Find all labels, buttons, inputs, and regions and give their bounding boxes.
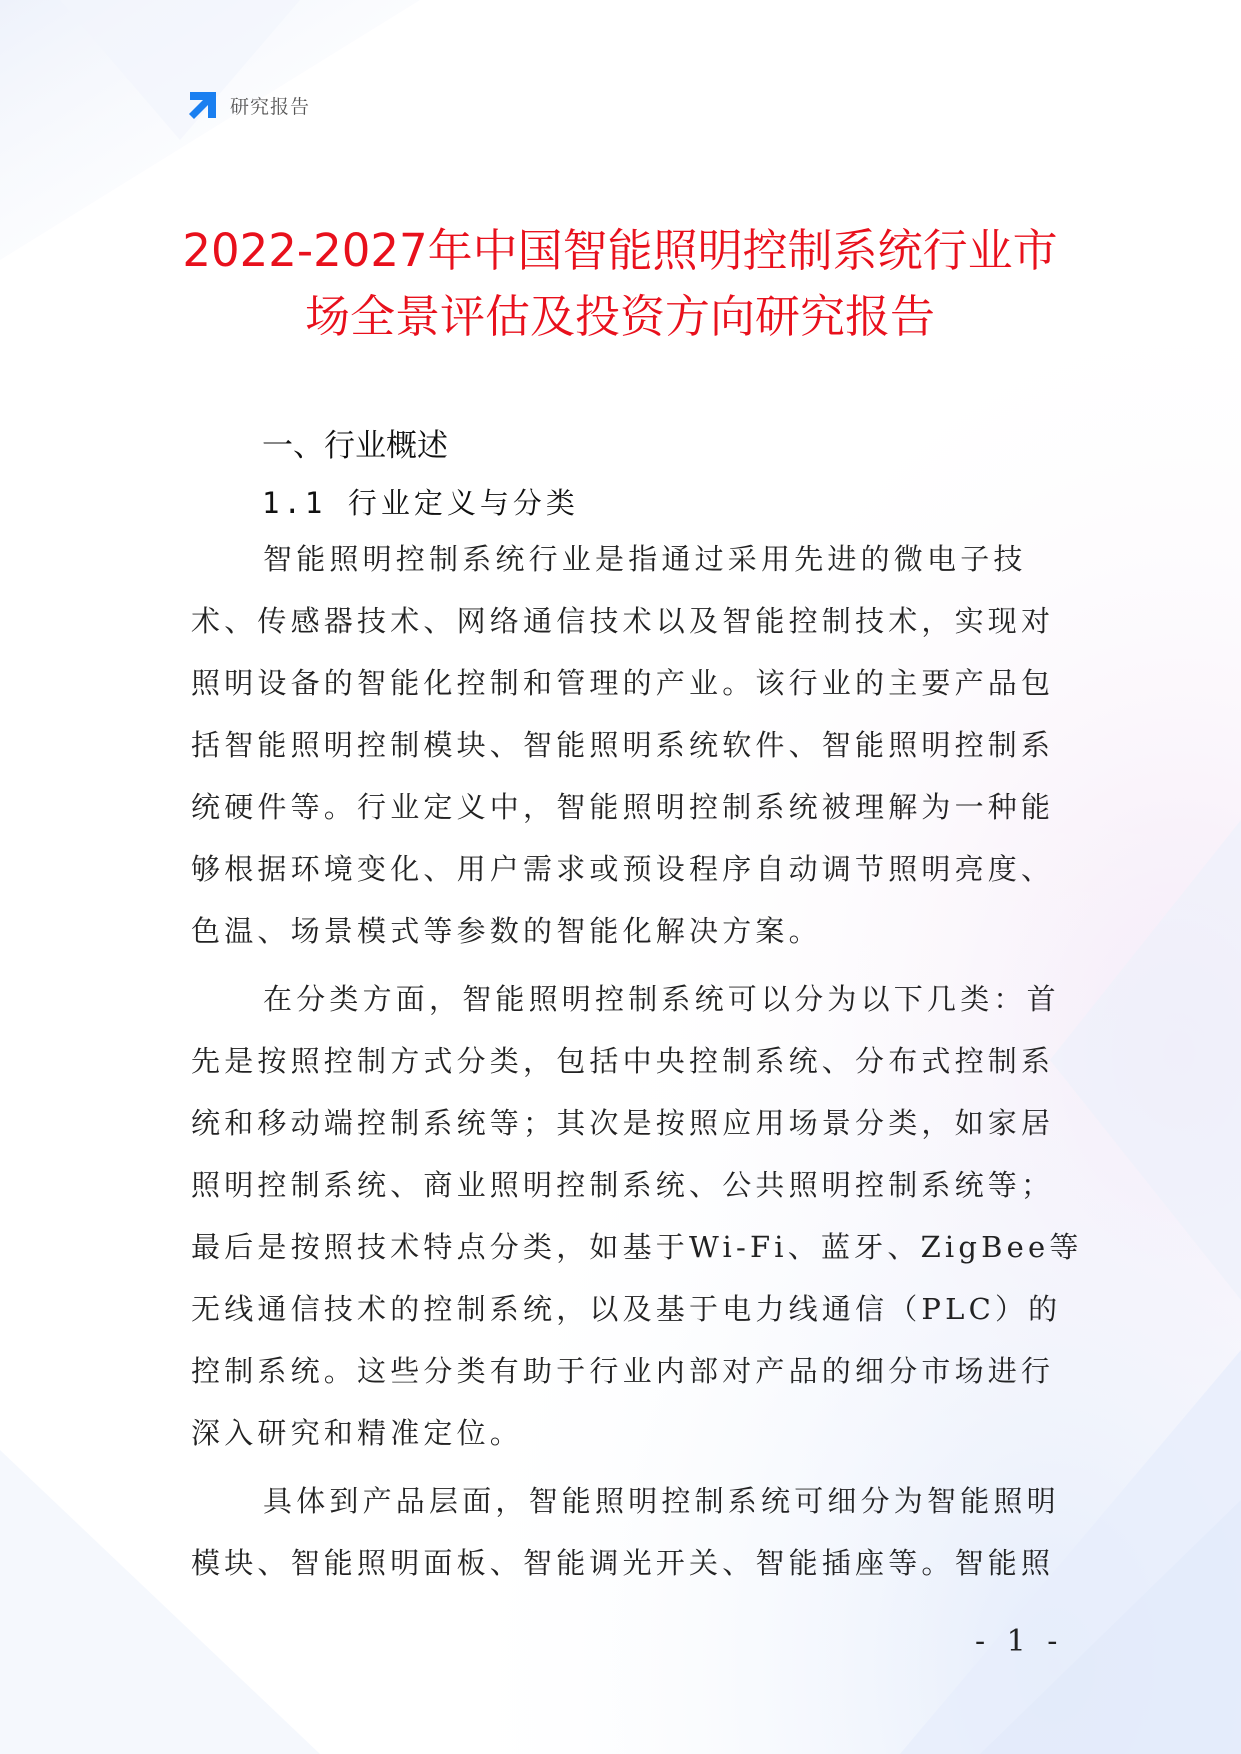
header-label: 研究报告 bbox=[230, 95, 311, 118]
page-number: - 1 - bbox=[975, 1624, 1064, 1659]
paragraph-line: 照明设备的智能化控制和管理的产业。该行业的主要产品包 bbox=[191, 666, 1055, 700]
paragraph-line: 照明控制系统、商业照明控制系统、公共照明控制系统等； bbox=[191, 1168, 1055, 1202]
paragraph-line: 最后是按照技术特点分类，如基于Wi-Fi、蓝牙、ZigBee等 bbox=[191, 1230, 1083, 1264]
paragraph-line: 先是按照控制方式分类，包括中央控制系统、分布式控制系 bbox=[191, 1044, 1055, 1078]
paragraph-definition bbox=[191, 528, 1053, 962]
report-header bbox=[186, 88, 310, 122]
section-subheading: 1.1 行业定义与分类 bbox=[262, 486, 579, 520]
paragraph-line: 模块、智能照明面板、智能调光开关、智能插座等。智能照 bbox=[191, 1546, 1055, 1580]
paragraph-line: 深入研究和精准定位。 bbox=[191, 1416, 524, 1450]
paragraph-line: 括智能照明控制模块、智能照明系统软件、智能照明控制系 bbox=[191, 728, 1055, 762]
report-title bbox=[150, 218, 1090, 350]
paragraph-line: 具体到产品层面，智能照明控制系统可细分为智能照明 bbox=[263, 1484, 1060, 1518]
paragraph-line: 控制系统。这些分类有助于行业内部对产品的细分市场进行 bbox=[191, 1354, 1055, 1388]
arrow-up-right-icon bbox=[186, 88, 220, 122]
paragraph-line: 色温、场景模式等参数的智能化解决方案。 bbox=[191, 914, 822, 948]
paragraph-line: 术、传感器技术、网络通信技术以及智能控制技术，实现对 bbox=[191, 604, 1055, 638]
paragraph-line: 智能照明控制系统行业是指通过采用先进的微电子技 bbox=[263, 542, 1027, 576]
title-line: 场全景评估及投资方向研究报告 bbox=[304, 290, 935, 343]
paragraph-line: 在分类方面，智能照明控制系统可以分为以下几类：首 bbox=[263, 982, 1060, 1016]
paragraph-line: 统和移动端控制系统等；其次是按照应用场景分类，如家居 bbox=[191, 1106, 1055, 1140]
paragraph-line: 够根据环境变化、用户需求或预设程序自动调节照明亮度、 bbox=[191, 852, 1055, 886]
paragraph-line: 无线通信技术的控制系统，以及基于电力线通信（PLC）的 bbox=[191, 1292, 1062, 1326]
paragraph-line: 统硬件等。行业定义中，智能照明控制系统被理解为一种能 bbox=[191, 790, 1055, 824]
paragraph-classification bbox=[191, 968, 1083, 1464]
section-heading: 一、行业概述 bbox=[262, 428, 448, 464]
paragraph-products bbox=[191, 1470, 1060, 1594]
title-line: 2022-2027年中国智能照明控制系统行业市 bbox=[182, 224, 1058, 277]
